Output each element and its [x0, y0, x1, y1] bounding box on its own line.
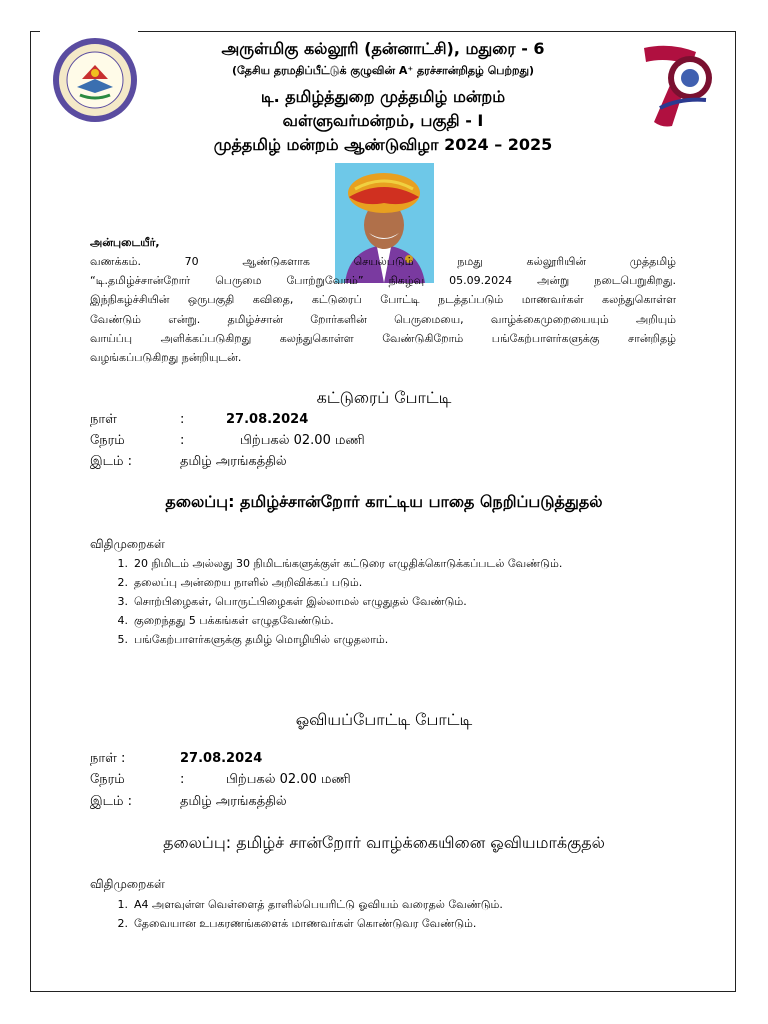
rule-item: 4. குறைந்தது 5 பக்கங்கள் எழுதவேண்டும்.	[117, 614, 334, 627]
colon: :	[180, 433, 185, 448]
intro-line: வணக்கம். 70 ஆண்டுகளாக செயல்படும் நமது கல்லூரியின் முத்தமிழ்	[90, 255, 676, 268]
rule-text: தலைப்பு அன்றைய நாளில் அறிவிக்கப் படும்.	[134, 576, 363, 589]
venue-label: இடம் :	[90, 794, 132, 809]
essay-rules-heading: விதிமுறைகள்	[90, 537, 165, 551]
rule-text: தேவையான உபகரணங்களைக் மாணவர்கள் கொண்டுவர வேண்டும்.	[134, 917, 477, 930]
intro-line: “டி.தமிழ்ச்சான்றோர் பெருமை போற்றுவோம்” நிகழ்வு 05.09.2024 அன்று நடைபெறுகிறது.	[90, 274, 676, 288]
rule-text: குறைந்தது 5 பக்கங்கள் எழுதவேண்டும்.	[134, 614, 334, 627]
rule-item: 2. தேவையான உபகரணங்களைக் மாணவர்கள் கொண்டுவர வேண்டும்.	[117, 917, 477, 930]
seventy-years-logo-icon	[640, 40, 716, 130]
rule-text: சொற்பிழைகள், பொருட்பிழைகள் இல்லாமல் எழுதுதல் வேண்டும்.	[134, 595, 467, 608]
rule-text: பங்கேற்பாளர்களுக்கு தமிழ் மொழியில் எழுதலாம்.	[134, 633, 389, 646]
date-value: 27.08.2024	[226, 412, 309, 427]
event-year-title: முத்தமிழ் மன்றம் ஆண்டுவிழா 2024 – 2025	[213, 135, 553, 154]
venue-value: தமிழ் அரங்கத்தில்	[180, 454, 287, 469]
date-label: நாள்	[90, 412, 117, 427]
essay-topic: தலைப்பு: தமிழ்ச்சான்றோர் காட்டிய பாதை நெறிப்படுத்துதல்	[165, 492, 603, 511]
colon: :	[180, 772, 185, 787]
essay-rules-list	[90, 554, 562, 649]
forum-name: வள்ளுவர்மன்றம், பகுதி - I	[282, 111, 484, 130]
time-value: பிற்பகல் 02.00 மணி	[240, 433, 365, 448]
salutation: அன்புடையீர்,	[90, 236, 160, 249]
intro-line: வேண்டும் என்று. தமிழ்ச்சான் றோர்களின் பெருமையை, வாழ்க்கைமுறையையும் அறியும்	[90, 312, 676, 326]
intro-line: வாய்ப்பு அளிக்கப்படுகிறது கலந்துகொள்ள வேண்டுகிறோம் பங்கேற்பாளர்களுக்கு சான்றிதழ்	[90, 331, 676, 345]
time-label: நேரம்	[90, 772, 125, 787]
accreditation-line: (தேசிய தரமதிப்பீட்டுக் குழுவின் A⁺ தரச்சான்றிதழ் பெற்றது)	[231, 64, 535, 77]
intro-line: வழங்கப்படுகிறது நன்றியுடன்.	[90, 350, 242, 364]
rule-item: 5. பங்கேற்பாளர்களுக்கு தமிழ் மொழியில் எழுதலாம்.	[117, 633, 389, 646]
colon: :	[180, 412, 185, 427]
intro-line: இந்நிகழ்ச்சியின் ஒருபகுதி கவிதை, கட்டுரைப் போட்டி நடத்தப்படும் மாணவர்கள் கலந்துகொள்ள	[90, 293, 676, 307]
essay-competition-title: கட்டுரைப் போட்டி	[316, 388, 452, 407]
drawing-topic: தலைப்பு: தமிழ்ச் சான்றோர் வாழ்க்கையினை ஓவியமாக்குதல்	[163, 833, 605, 852]
rule-item: 3. சொற்பிழைகள், பொருட்பிழைகள் இல்லாமல் எழுதுதல் வேண்டும்.	[117, 595, 467, 608]
drawing-competition-title: ஓவியப்போட்டி போட்டி	[295, 710, 473, 729]
drawing-rules-list	[90, 895, 503, 933]
rule-item: 2. தலைப்பு அன்றைய நாளில் அறிவிக்கப் படும்.	[117, 576, 363, 589]
rule-text: A4 அளவுள்ள வெள்ளைத் தாளில்பெயரிட்டு ஓவியம் வரைதல் வேண்டும்.	[134, 898, 503, 911]
rule-item: 1. 20 நிமிடம் அல்லது 30 நிமிடங்களுக்குள் கட்டுரை எழுதிக்கொடுக்கப்படல் வேண்டும்.	[117, 557, 563, 570]
college-emblem-icon	[50, 35, 140, 125]
time-label: நேரம்	[90, 433, 125, 448]
date-value: 27.08.2024	[180, 751, 263, 766]
venue-value: தமிழ் அரங்கத்தில்	[180, 794, 287, 809]
date-label: நாள் :	[90, 751, 126, 766]
college-name: அருள்மிகு கல்லூரி (தன்னாட்சி), மதுரை - 6	[221, 39, 545, 58]
drawing-rules-heading: விதிமுறைகள்	[90, 877, 165, 891]
intro-paragraph	[90, 252, 676, 367]
venue-label: இடம் :	[90, 454, 132, 469]
department-name: டி. தமிழ்த்துறை முத்தமிழ் மன்றம்	[260, 87, 506, 106]
time-value: பிற்பகல் 02.00 மணி	[226, 772, 351, 787]
rule-item: 1. A4 அளவுள்ள வெள்ளைத் தாளில்பெயரிட்டு ஓவியம் வரைதல் வேண்டும்.	[117, 898, 503, 911]
rule-text: 20 நிமிடம் அல்லது 30 நிமிடங்களுக்குள் கட்டுரை எழுதிக்கொடுக்கப்படல் வேண்டும்.	[134, 557, 563, 570]
